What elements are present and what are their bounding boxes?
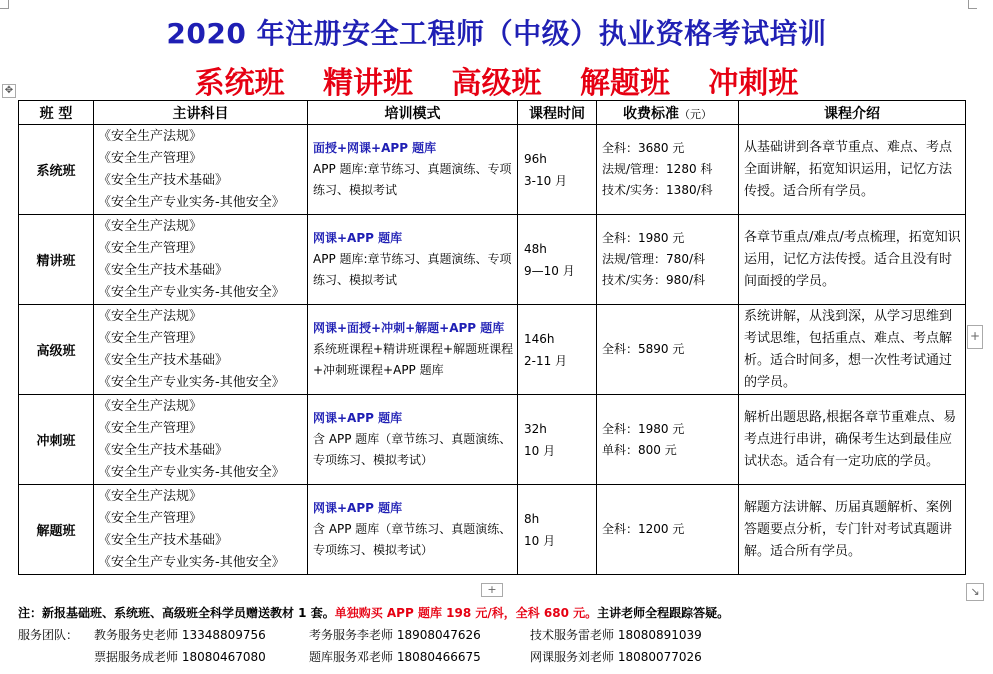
class-type-cell: 精讲班 [19,215,94,305]
table-row [19,125,966,215]
subject-item: 《安全生产法规》 [98,128,203,144]
page-corner-mark-right [968,0,977,9]
fee-line: 全科：1980 元 [602,421,685,436]
header-intro: 课程介绍 [739,101,966,125]
time-line: 32h [524,421,547,436]
team-contact: 票据服务成老师 18080467080 [94,650,266,664]
team-contact: 教务服务史老师 13348809756 [94,628,266,642]
time-line: 10 月 [524,533,556,548]
header-type: 班 型 [19,101,94,125]
fee-line: 全科：3680 元 [602,141,685,155]
subject-item: 《安全生产专业实务-其他安全》 [98,464,285,480]
header-fee [597,101,739,125]
intro-cell: 解题方法讲解、历届真题解析、案例答题要点分析，专门针对考试真题讲解。适合所有学员。 [739,485,966,575]
time-line: 9—10 月 [524,263,575,278]
fee-cell [597,305,739,395]
time-line: 146h [524,331,555,346]
team-label: 服务团队： [18,628,79,642]
header-fee-unit: （元） [679,107,712,121]
subject-item: 《安全生产专业实务-其他安全》 [98,374,285,390]
subject-item: 《安全生产专业实务-其他安全》 [98,284,285,300]
mode-title: 网课+APP 题库 [313,501,403,515]
fee-line: 单科：800 元 [602,442,677,457]
subjects-cell [94,485,308,575]
mode-description: APP 题库:章节练习、真题演练、专项练习、模拟考试 [313,252,512,287]
team-contact: 题库服务邓老师 18080466675 [309,650,481,664]
table-row [19,485,966,575]
subject-item: 《安全生产技术基础》 [98,532,229,548]
fee-cell [597,395,739,485]
subject-item: 《安全生产技术基础》 [98,442,229,458]
banner-item: 高级班 [451,66,542,101]
intro-cell: 解析出题思路,根据各章节重难点、易考点进行串讲，确保考生达到最佳应试状态。适合有一定功底的学员。 [739,395,966,485]
mode-title: 网课+APP 题库 [313,411,403,425]
banner-item: 冲刺班 [708,66,799,101]
fee-line: 技术/实务：980/科 [602,273,705,287]
subject-item: 《安全生产法规》 [98,398,203,414]
time-cell [518,305,597,395]
mode-title: 网课+面授+冲刺+解题+APP 题库 [313,321,505,335]
fee-line: 全科：5890 元 [602,342,685,356]
subjects-cell [94,215,308,305]
intro-cell: 系统讲解，从浅到深，从学习思维到考试思维，包括重点、难点、考点解析。适合时间多，想一次性考试通过的学员。 [739,305,966,395]
team-contact: 网课服务刘老师 18080077026 [530,650,702,664]
fee-line: 全科：1200 元 [602,522,685,536]
team-contact: 考务服务李老师 18908047626 [309,628,481,642]
table-row [19,305,966,395]
subject-item: 《安全生产管理》 [98,150,203,166]
subject-item: 《安全生产管理》 [98,420,203,436]
subject-item: 《安全生产法规》 [98,488,203,504]
mode-description: 含 APP 题库（章节练习、真题演练、专项练习、模拟考试） [313,522,512,557]
time-line: 96h [524,151,547,166]
subject-item: 《安全生产技术基础》 [98,352,229,368]
time-line: 48h [524,241,547,256]
note-app-price: 单独购买 APP 题库 198 元/科，全科 680 元。 [334,606,598,620]
mode-cell [308,215,518,305]
table-move-handle-icon[interactable]: ✥ [2,84,16,98]
table-resize-icon[interactable]: ↘ [966,583,984,601]
subject-item: 《安全生产技术基础》 [98,172,229,188]
subjects-cell [94,125,308,215]
team-contact: 技术服务雷老师 18080891039 [530,628,702,642]
class-type-cell: 高级班 [19,305,94,395]
subject-item: 《安全生产专业实务-其他安全》 [98,554,285,570]
footer-note [18,604,978,621]
time-line: 3-10 月 [524,173,568,188]
intro-cell: 各章节重点/难点/考点梳理，拓宽知识运用，记忆方法传授。适合且没有时间面授的学员。 [739,215,966,305]
subject-item: 《安全生产管理》 [98,330,203,346]
time-cell [518,215,597,305]
time-line: 8h [524,511,540,526]
subject-item: 《安全生产专业实务-其他安全》 [98,194,285,210]
mode-cell [308,485,518,575]
fee-line: 全科：1980 元 [602,231,685,245]
fee-cell [597,125,739,215]
fee-cell [597,485,739,575]
time-line: 2-11 月 [524,353,568,368]
class-list-banner [0,58,993,102]
note-part3: 主讲老师全程跟踪答疑。 [597,606,730,620]
page-title: 2020 年注册安全工程师（中级）执业资格考试培训 [166,17,827,50]
banner-item: 精讲班 [323,66,414,101]
note-part1: 注：新报基础班、系统班、高级班全科学员赠送教材 1 套。 [18,606,335,620]
header-mode: 培训模式 [308,101,518,125]
add-column-plus-icon[interactable]: + [967,325,983,349]
fee-line: 法规/管理：1280 科 [602,162,713,176]
subjects-cell [94,395,308,485]
table-row [19,215,966,305]
add-row-plus-icon[interactable]: + [481,583,503,597]
time-cell [518,395,597,485]
fee-line: 法规/管理：780/科 [602,252,705,266]
subject-item: 《安全生产法规》 [98,308,203,324]
mode-cell [308,395,518,485]
time-line: 10 月 [524,443,556,458]
subject-item: 《安全生产管理》 [98,510,203,526]
mode-description: APP 题库:章节练习、真题演练、专项练习、模拟考试 [313,162,512,197]
subjects-cell [94,305,308,395]
banner-item: 解题班 [579,66,670,101]
subject-item: 《安全生产法规》 [98,218,203,234]
mode-cell [308,305,518,395]
fee-cell [597,215,739,305]
header-time: 课程时间 [518,101,597,125]
page-corner-mark-left [0,0,9,9]
subject-item: 《安全生产技术基础》 [98,262,229,278]
mode-description: 含 APP 题库（章节练习、真题演练、专项练习、模拟考试） [313,432,512,467]
intro-cell: 从基础讲到各章节重点、难点、考点全面讲解，拓宽知识运用，记忆方法传授。适合所有学员。 [739,125,966,215]
mode-title: 面授+网课+APP 题库 [313,141,437,155]
time-cell [518,125,597,215]
course-table [18,100,966,575]
mode-title: 网课+APP 题库 [313,231,403,245]
subject-item: 《安全生产管理》 [98,240,203,256]
class-type-cell: 冲刺班 [19,395,94,485]
class-type-cell: 解题班 [19,485,94,575]
time-cell [518,485,597,575]
mode-cell [308,125,518,215]
mode-description: 系统班课程+精讲班课程+解题班课程+冲刺班课程+APP 题库 [313,342,514,377]
banner-item: 系统班 [194,66,285,101]
header-fee-label: 收费标准 [623,105,679,122]
class-type-cell: 系统班 [19,125,94,215]
table-row [19,395,966,485]
header-subjects: 主讲科目 [94,101,308,125]
fee-line: 技术/实务：1380/科 [602,183,713,197]
table-header-row [19,101,966,125]
